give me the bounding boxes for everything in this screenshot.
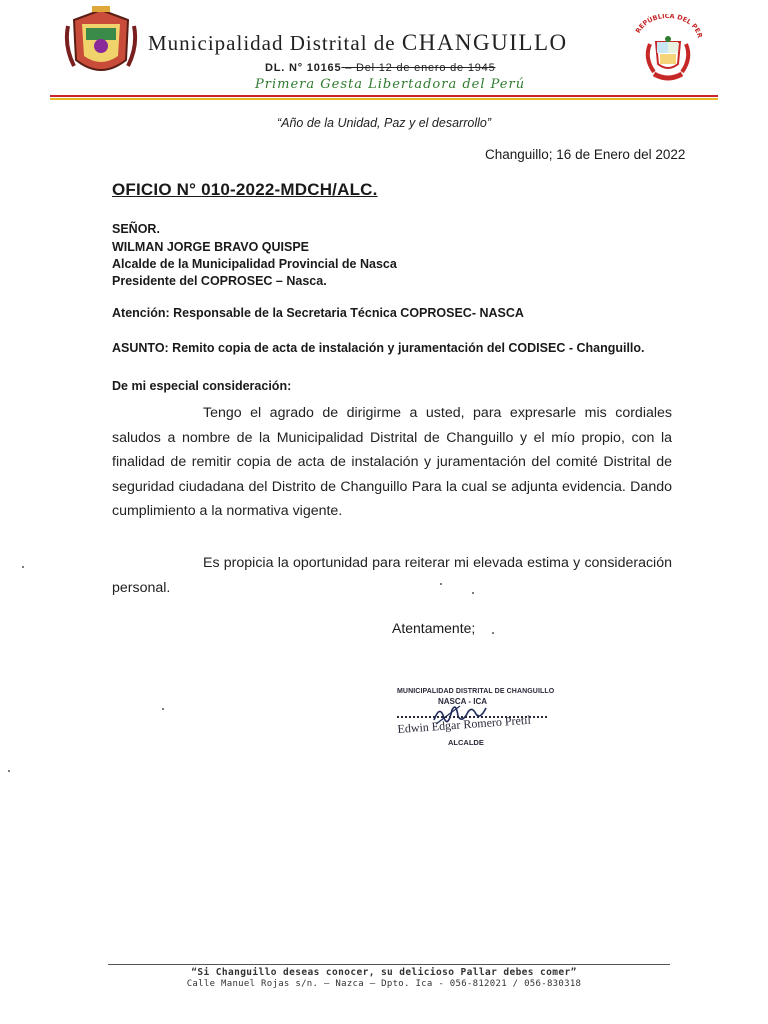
decree-number: DL. N° 10165 <box>265 62 342 74</box>
scan-speck <box>472 592 474 594</box>
scan-speck <box>8 770 10 772</box>
attention-line: Atención: Responsable de la Secretaria Técnica COPROSEC- NASCA <box>112 306 524 320</box>
recipient-role: Alcalde de la Municipalidad Provincial de Nasca <box>112 257 397 271</box>
stamp-city: NASCA - ICA <box>438 697 488 706</box>
footer-address: Calle Manuel Rojas s/n. – Nazca – Dpto. Ica - 056-812021 / 056-830318 <box>186 979 582 989</box>
oficio-title: OFICIO N° 010-2022-MDCH/ALC. <box>112 180 378 199</box>
header-rule-yellow <box>50 98 718 100</box>
org-name-heading <box>148 30 568 56</box>
org-name-main: CHANGUILLO <box>401 30 568 55</box>
footer-slogan: “Si Changuillo deseas conocer, su delicioso Pallar debes comer” <box>191 967 577 978</box>
municipal-crest-logo <box>64 6 138 80</box>
org-name-prefix: Municipalidad Distrital de <box>148 31 402 55</box>
scan-speck <box>492 632 494 634</box>
header-motto: Primera Gesta Libertadora del Perú <box>255 77 526 92</box>
recipient-salutation: SEÑOR. <box>112 222 160 236</box>
svg-text:REPÚBLICA DEL PERÚ <box>630 14 704 39</box>
crest-arc-text: REPÚBLICA DEL PER <box>633 14 704 39</box>
stamp-name: Edwin Edgar Romero Pretil <box>397 712 532 736</box>
body-paragraph-closing: Es propicia la oportunidad para reiterar mi elevada estima y consideración personal. <box>112 555 672 596</box>
date-line: Changuillo; 16 de Enero del 2022 <box>485 147 686 162</box>
stamp-title: ALCALDE <box>448 738 484 747</box>
scan-speck <box>22 566 24 568</box>
body-paragraph: Tengo el agrado de dirigirme a usted, para expresarle mis cordiales saludos a nombre de la Municipalidad Distrital de Changuillo y el mío propio, con la finalidad de remitir copia de acta de instalación y juramentación del comité Distrital de seguridad ciudadana del Distrito de Changuillo Para la cual se adjunta evidencia. Dando cumplimiento a la normativa vigente. <box>112 405 672 519</box>
scan-speck <box>162 708 164 710</box>
year-motto: “Año de la Unidad, Paz y el desarrollo” <box>276 116 491 130</box>
footer-rule <box>108 964 670 965</box>
greeting-line: De mi especial consideración: <box>112 379 292 393</box>
national-crest-logo <box>630 14 706 84</box>
subject-line: ASUNTO: Remito copia de acta de instalación y juramentación del CODISEC - Changuillo. <box>112 341 645 355</box>
decree-line <box>265 62 496 74</box>
scan-speck <box>440 583 442 585</box>
recipient-name: WILMAN JORGE BRAVO QUISPE <box>112 240 310 254</box>
decree-date: – Del 12 de enero de 1945 <box>341 62 496 74</box>
stamp-org: MUNICIPALIDAD DISTRITAL DE CHANGUILLO <box>397 688 555 695</box>
closing-phrase: Atentamente; <box>392 620 476 636</box>
header-rule-red <box>50 95 718 97</box>
recipient-role-secondary: Presidente del COPROSEC – Nasca. <box>112 274 327 288</box>
